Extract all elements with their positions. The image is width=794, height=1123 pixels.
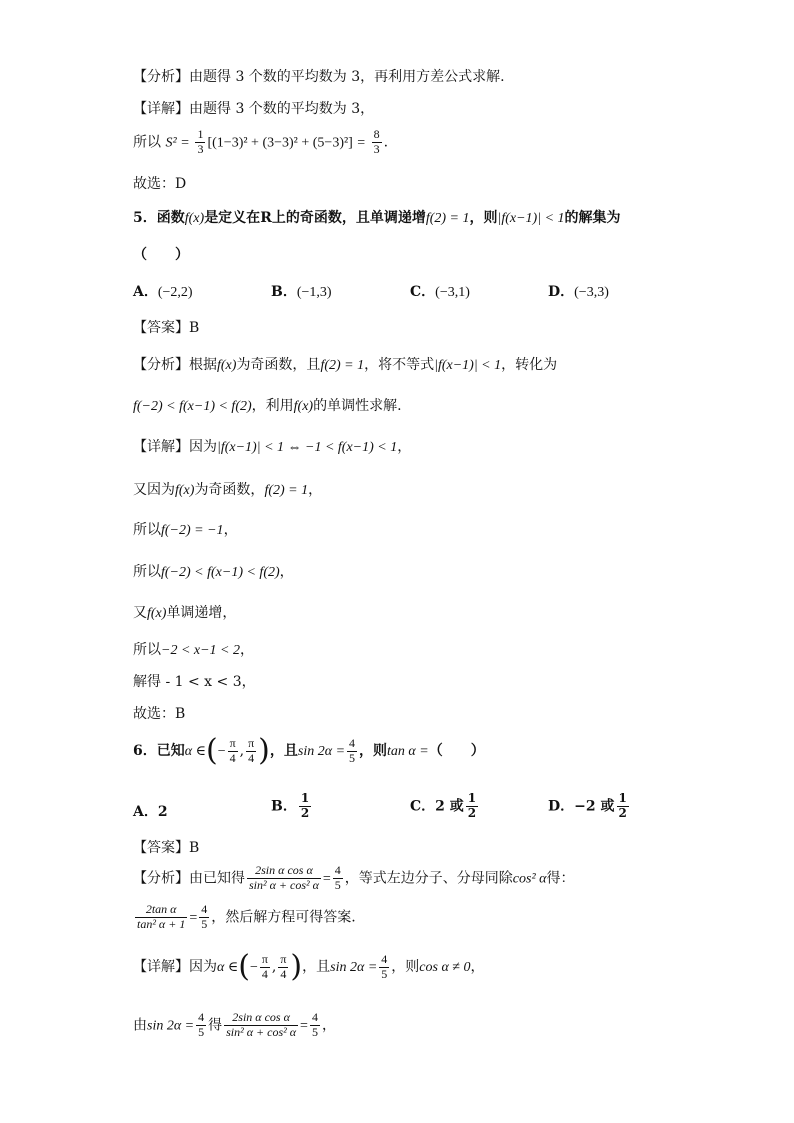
- analysis-line: [133, 66, 505, 86]
- detail-line: [133, 98, 374, 118]
- q5-answer: 【答案】B: [133, 320, 200, 336]
- q5-option-c[interactable]: C．(−3,1): [410, 284, 470, 300]
- q6-option-b[interactable]: B． $\frac{1}{2}$: [271, 791, 310, 820]
- question-6-title: 6．已知α ∈(− $\frac{\pi}{4}$ , $\frac{\pi}{4}$ )，且sin 2α = $\frac{4}{5}$ ，则tan α =（ ）: [133, 733, 485, 768]
- q6-detail-line2: 由sin 2α = $\frac{4}{5}$ 得 $\frac{\text{2sin α cos α}}{\text{sin² α + cos² α}}$ = $\frac{4}{5}$ ，: [133, 1010, 336, 1039]
- q6-analysis-line2: $\frac{\text{2tan α}}{\text{tan² α + 1}}$ = $\frac{4}{5}$ ，然后解方程可得答案.: [137, 902, 356, 931]
- analysis-tag: 【分析】: [133, 69, 189, 85]
- choose-d: 故选：D: [133, 176, 187, 192]
- variance-formula: 所以 S² = $\frac{1}{3}$ [(1−3)² + (3−3)² + (5−3)²] = $\frac{8}{3}$ .: [133, 127, 389, 156]
- q6-answer: 【答案】B: [133, 840, 200, 856]
- q5-detail-line3: 所以f(−2) = −1，: [133, 522, 238, 538]
- q5-option-b[interactable]: B．(−1,3): [271, 284, 332, 300]
- q5-analysis-line1: 【分析】根据f(x)为奇函数，且f(2) = 1，将不等式|f(x−1)| < 1，转化为: [133, 357, 558, 373]
- q5-detail-line1: 【详解】因为|f(x−1)| < 1 ⇔ −1 < f(x−1) < 1，: [133, 439, 412, 455]
- q5-detail-line4: 所以f(−2) < f(x−1) < f(2)，: [133, 564, 294, 580]
- q5-detail-line5: 又f(x)单调递增，: [133, 605, 237, 621]
- q5-detail-line6: 所以−2 < x−1 < 2，: [133, 642, 255, 658]
- question-5-paren: （ ）: [133, 247, 189, 263]
- q5-option-a[interactable]: A．(−2,2): [133, 284, 193, 300]
- analysis-text: 由题得 3 个数的平均数为 3，再利用方差公式求解.: [189, 69, 505, 85]
- q6-analysis-line1: 【分析】由已知得 $\frac{\text{2sin α cos α}}{\text{sin² α + cos² α}}$ = $\frac{4}{5}$ ，等式左边分子、分母同除cos² α得：: [133, 863, 575, 892]
- question-5-title: 5．函数f(x)是定义在R上的奇函数，且单调递增f(2) = 1，则|f(x−1)| < 1的解集为: [133, 210, 621, 226]
- q6-option-a[interactable]: A．2: [133, 804, 168, 820]
- q5-option-d[interactable]: D．(−3,3): [548, 284, 609, 300]
- q5-analysis-line2: f(−2) < f(x−1) < f(2)，利用f(x)的单调性求解.: [133, 398, 402, 414]
- detail-tag: 【详解】: [133, 101, 189, 117]
- q6-option-c[interactable]: C．2 或 $\frac{1}{2}$: [410, 791, 477, 820]
- q5-detail-line2: 又因为f(x)为奇函数，f(2) = 1，: [133, 482, 323, 498]
- q5-detail-line7: 解得 - 1 < x < 3，: [133, 674, 256, 690]
- q6-option-d[interactable]: D．−2 或 $\frac{1}{2}$: [548, 791, 627, 820]
- q6-detail-line1: 【详解】因为α ∈(− $\frac{\pi}{4}$ , $\frac{\pi}{4}$ )，且sin 2α = $\frac{4}{5}$ ，则cos α ≠ 0，: [133, 949, 485, 984]
- q5-choose: 故选：B: [133, 706, 186, 722]
- detail-text: 由题得 3 个数的平均数为 3，: [189, 101, 375, 117]
